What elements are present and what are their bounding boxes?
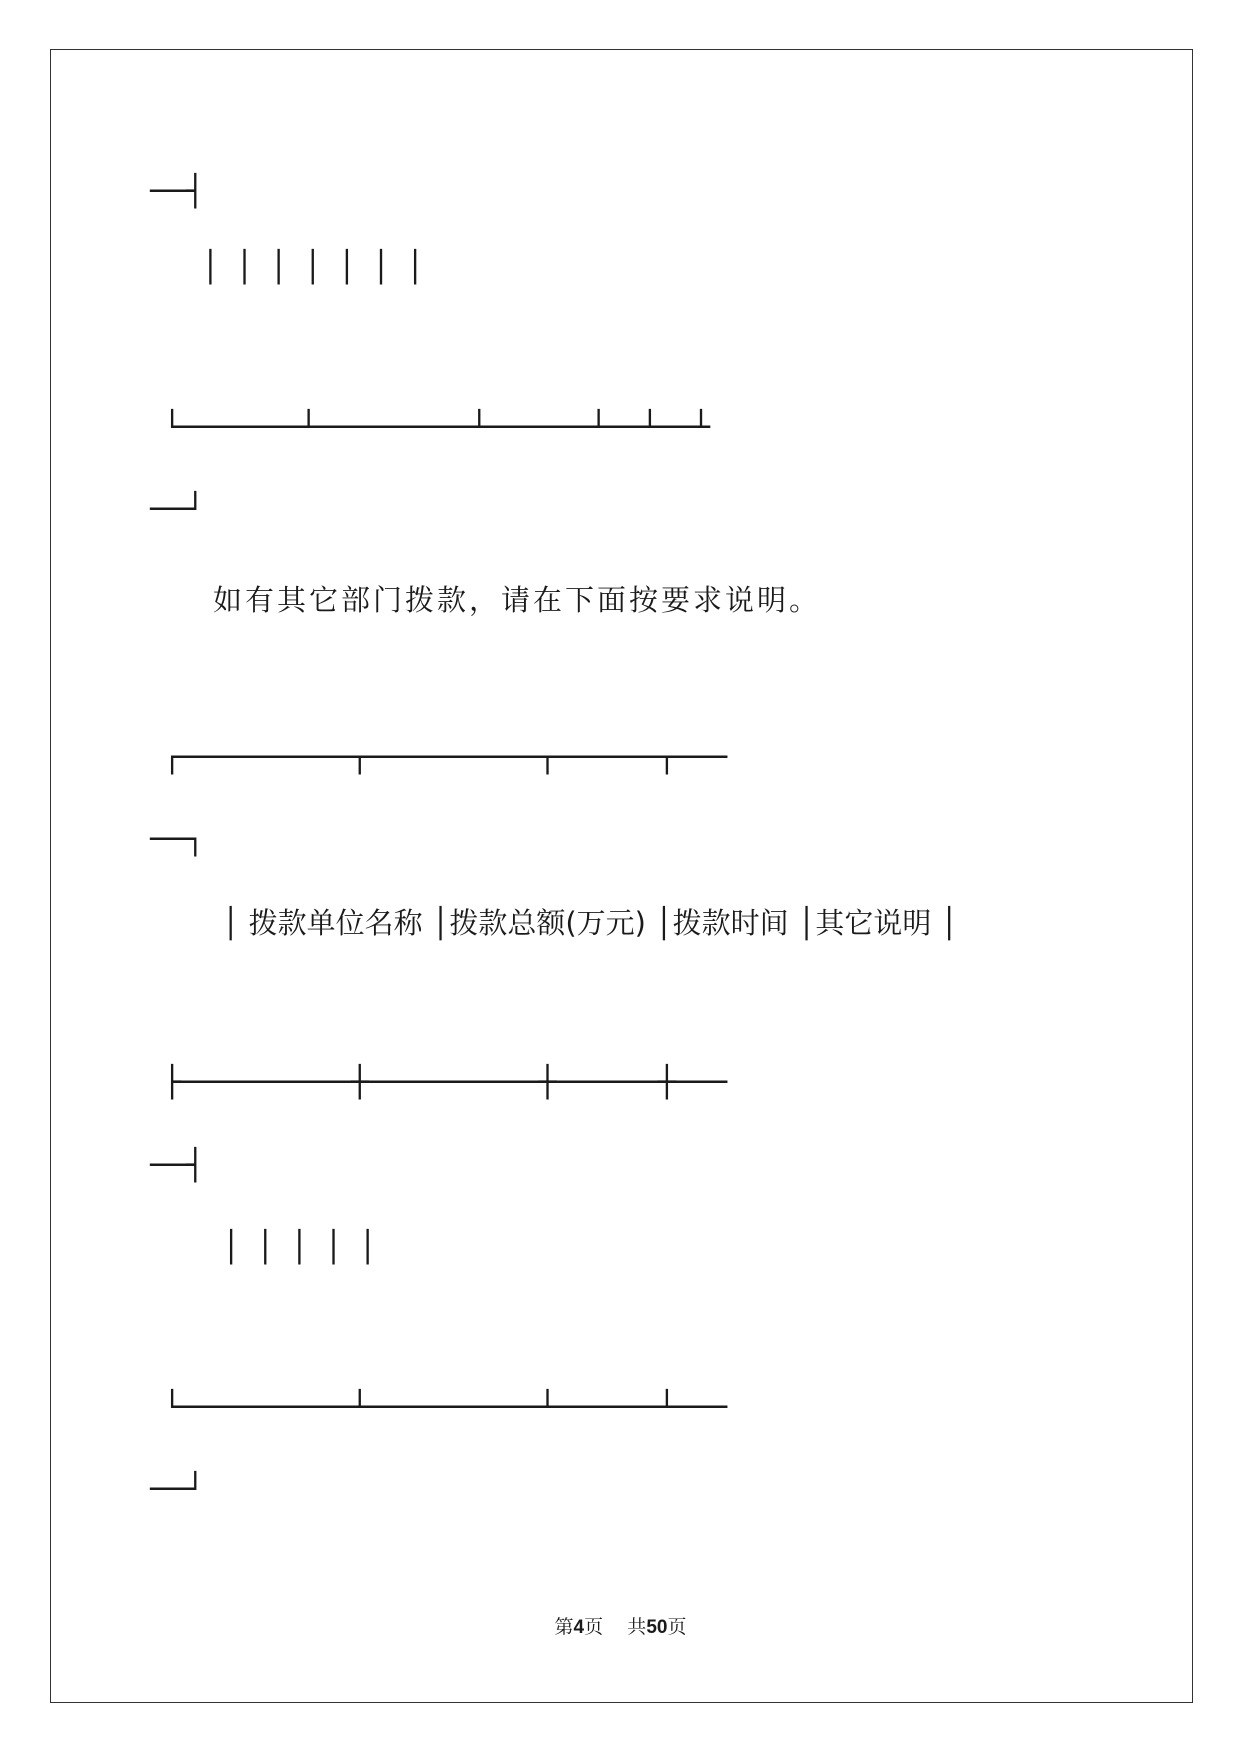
table2-top-border: ┌──────────┬──────────┬──────┬───	[163, 740, 727, 775]
instruction-paragraph: 如有其它部门拨款，请在下面按要求说明。	[213, 583, 822, 617]
table1-bottom-right-continuation: ──┤	[150, 174, 205, 209]
table2-separator-end: ──┤	[150, 1148, 205, 1183]
table1-empty-row: │ │ │ │ │ │ │	[150, 250, 424, 285]
table2-bottom-border-end: ──┘	[150, 1472, 205, 1507]
table2-header-row: │ 拨款单位名称 │拨款总额(万元) │拨款时间 │其它说明 │	[222, 906, 959, 940]
table2-top-border-end: ──┐	[150, 822, 205, 857]
current-page-number: 4	[573, 1617, 585, 1638]
page-frame	[50, 49, 1193, 1703]
footer-prefix: 第	[554, 1616, 574, 1638]
table2-empty-row: │ │ │ │ │	[222, 1230, 376, 1265]
footer-total-unit: 页	[667, 1616, 687, 1638]
table2-bottom-border: └──────────┴──────────┴──────┴───	[163, 1390, 727, 1425]
page-number-footer	[0, 1612, 1241, 1639]
table1-bottom-border: └───────┴─────────┴──────┴──┴──┴	[163, 410, 709, 445]
footer-page-unit: 页	[584, 1616, 604, 1638]
total-page-count: 50	[646, 1617, 668, 1638]
table2-separator: ├──────────┼──────────┼──────┼───	[163, 1065, 727, 1100]
table1-bottom-border-end: ──┘	[150, 492, 205, 527]
footer-total-prefix: 共	[627, 1616, 647, 1638]
